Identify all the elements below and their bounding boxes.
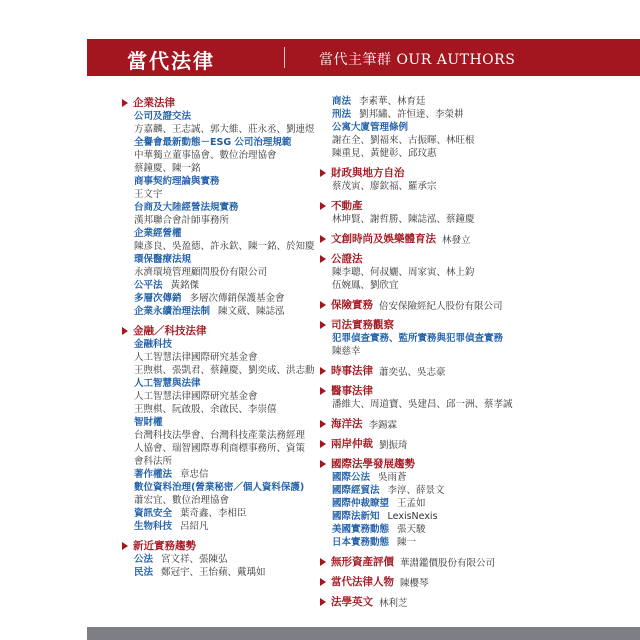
bullet-icon bbox=[320, 387, 326, 395]
section-body bbox=[134, 553, 327, 579]
author-list: 葉奇鑫、李相臣 bbox=[180, 508, 247, 519]
author-list: 謝在全、劉福來、古振暉、林旺根 bbox=[332, 135, 475, 146]
section bbox=[320, 297, 525, 312]
topic-row bbox=[332, 497, 525, 510]
topic-title: 日本實務動態 bbox=[332, 537, 390, 548]
section-authors: 倍安保險經紀人股份有限公司 bbox=[379, 300, 503, 312]
section-body bbox=[332, 95, 525, 160]
topic-title: 商事契約理論與實務 bbox=[134, 176, 220, 187]
author-list: 蕭宏宜、數位治理協會 bbox=[134, 495, 230, 506]
section-authors: 陳櫻琴 bbox=[400, 577, 429, 589]
author-list: 黃銘傑 bbox=[170, 280, 200, 291]
topic-title: 商法 bbox=[332, 96, 352, 107]
section-title: 不動產 bbox=[331, 200, 363, 212]
section-title: 無形資產評價 bbox=[331, 556, 394, 568]
bullet-icon bbox=[122, 542, 128, 550]
section bbox=[320, 317, 525, 358]
section-body bbox=[332, 213, 525, 226]
topic-row bbox=[332, 510, 525, 523]
section bbox=[320, 416, 525, 431]
right-column bbox=[320, 95, 525, 614]
topic-row bbox=[134, 566, 327, 579]
author-list: 吳雨蒼 bbox=[378, 472, 407, 483]
author-list: 劉邦繡、許恒達、李榮耕 bbox=[359, 109, 464, 120]
bullet-icon bbox=[320, 598, 326, 606]
author-list: 人工智慧法律國際研究基金會 bbox=[134, 352, 258, 363]
section bbox=[320, 383, 525, 411]
topic-row bbox=[332, 108, 525, 121]
section bbox=[320, 251, 525, 292]
author-list: 林坤賢、謝哲勝、陳誌泓、蔡鐘慶 bbox=[332, 214, 475, 225]
topic-row bbox=[134, 507, 327, 520]
bullet-icon bbox=[122, 99, 128, 107]
author-list: 蔡茂寅、廖欽福、羅承宗 bbox=[332, 181, 437, 192]
topic-title: 國際法新知 bbox=[332, 511, 380, 522]
bullet-icon bbox=[320, 460, 326, 468]
topic-title: 企業永續治理法制 bbox=[134, 306, 211, 317]
section-header bbox=[320, 383, 525, 398]
author-list: 會科法所 bbox=[134, 456, 173, 467]
author-list: 陳彥良、吳盈德、許永欽、陳一銘、於知慶 bbox=[134, 241, 315, 252]
brand-title: 當代法律 bbox=[127, 49, 215, 73]
topic-row bbox=[134, 279, 327, 292]
topic-title: 國際經貿法 bbox=[332, 485, 380, 496]
section-header bbox=[122, 95, 327, 110]
section-title: 保險實務 bbox=[331, 299, 373, 311]
section-header bbox=[320, 198, 525, 213]
bullet-icon bbox=[320, 235, 326, 243]
topic-row bbox=[332, 523, 525, 536]
bullet-icon bbox=[320, 301, 326, 309]
author-list: 李淳、薛景文 bbox=[387, 485, 445, 496]
header-banner bbox=[87, 39, 640, 76]
topic-title: 國際仲裁瞭望 bbox=[332, 498, 390, 509]
section-body bbox=[332, 180, 525, 193]
section bbox=[320, 363, 525, 378]
section-body bbox=[332, 266, 525, 292]
author-list: 李素華、林育廷 bbox=[359, 96, 426, 107]
section-body bbox=[332, 398, 525, 411]
section-header bbox=[320, 231, 525, 246]
section bbox=[320, 574, 525, 589]
author-list: 永濟環境管理顧問股份有限公司 bbox=[134, 267, 268, 278]
author-list: 多層次傳銷保護基金會 bbox=[189, 293, 285, 304]
topic-title: 人工智慧與法律 bbox=[134, 378, 201, 389]
topic-title: 著作權法 bbox=[134, 469, 173, 480]
section-title: 企業法律 bbox=[133, 97, 175, 109]
topic-row bbox=[134, 553, 327, 566]
author-list: 章忠信 bbox=[180, 469, 209, 480]
section bbox=[320, 436, 525, 451]
bullet-icon bbox=[122, 327, 128, 335]
topic-title: 犯罪偵查實務、監所實務與犯罪偵查實務 bbox=[332, 333, 504, 344]
topic-title: 數位資料治理(營業秘密／個人資料保護) bbox=[134, 482, 305, 493]
author-list: LexisNexis bbox=[387, 511, 438, 522]
section-body bbox=[332, 471, 525, 549]
section-header bbox=[320, 594, 525, 609]
topic-title: 公司及證交法 bbox=[134, 111, 192, 122]
author-list: 王文宇 bbox=[134, 189, 163, 200]
section-title: 新近實務趨勢 bbox=[133, 540, 196, 552]
author-list: 台灣科技法學會、台灣科技產業法務經理 bbox=[134, 430, 306, 441]
section-title: 時事法律 bbox=[331, 365, 373, 377]
author-list: 陳一 bbox=[397, 537, 417, 548]
section-authors: 劉振琦 bbox=[379, 439, 408, 451]
author-list: 中華獨立董事協會、數位治理協會 bbox=[134, 150, 277, 161]
author-list: 張天駿 bbox=[397, 524, 426, 535]
topic-row bbox=[134, 292, 327, 305]
bullet-icon bbox=[320, 558, 326, 566]
author-list: 陳李聰、何叔孋、周家寅、林上鈞 bbox=[332, 267, 475, 278]
section-title: 文創時尚及娛樂體育法 bbox=[331, 233, 436, 245]
section bbox=[122, 323, 327, 533]
section bbox=[320, 554, 525, 569]
topic-title: 生物科技 bbox=[134, 521, 173, 532]
topic-row bbox=[332, 536, 525, 549]
section-header bbox=[122, 538, 327, 553]
section-header bbox=[320, 297, 525, 312]
topic-title: 資訊安全 bbox=[134, 508, 173, 519]
header-divider bbox=[284, 47, 285, 68]
topic-row bbox=[134, 468, 327, 481]
author-list: 潘維大、周道寶、吳建昌、邱一洲、蔡孝誠 bbox=[332, 399, 513, 410]
section-title: 司法實務觀察 bbox=[331, 319, 394, 331]
header-subtitle: 當代主筆群 OUR AUTHORS bbox=[319, 52, 516, 68]
section-authors: 李錫霖 bbox=[368, 419, 398, 431]
section-authors: 蕭奕弘、吳志豪 bbox=[379, 366, 446, 378]
bullet-icon bbox=[320, 169, 326, 177]
section-title: 醫事法律 bbox=[331, 385, 373, 397]
topic-title: 多層次傳銷 bbox=[134, 293, 182, 304]
topic-title: 金融科技 bbox=[134, 339, 173, 350]
section bbox=[320, 95, 525, 160]
section-title: 海洋法 bbox=[331, 418, 363, 430]
bullet-icon bbox=[320, 367, 326, 375]
section-title: 金融／科技法律 bbox=[133, 325, 207, 337]
section bbox=[320, 165, 525, 193]
topic-title: 台商及大陸經營法規實務 bbox=[134, 202, 239, 213]
topic-title: 企業經營權 bbox=[134, 228, 182, 239]
section-body bbox=[134, 338, 327, 533]
topic-title: 智財權 bbox=[134, 417, 163, 428]
section-body bbox=[134, 110, 327, 318]
section bbox=[320, 456, 525, 549]
section-authors: 林利芝 bbox=[379, 597, 408, 609]
section-header bbox=[320, 251, 525, 266]
author-list: 宮文祥、張陳弘 bbox=[161, 554, 228, 565]
bullet-icon bbox=[320, 255, 326, 263]
topic-row bbox=[332, 471, 525, 484]
author-list: 漢邦聯合會計師事務所 bbox=[134, 215, 230, 226]
section-title: 財政與地方自治 bbox=[331, 167, 405, 179]
section bbox=[122, 538, 327, 579]
section bbox=[320, 231, 525, 246]
section bbox=[320, 198, 525, 226]
author-list: 蔡鐘慶、陳一銘 bbox=[134, 163, 201, 174]
topic-title: 美國實務動態 bbox=[332, 524, 390, 535]
topic-title: 民法 bbox=[134, 567, 154, 578]
section-header bbox=[320, 416, 525, 431]
section-authors: 華淵鑑價股份有限公司 bbox=[400, 557, 496, 569]
author-list: 陳慈幸 bbox=[332, 346, 361, 357]
bullet-icon bbox=[320, 440, 326, 448]
topic-title: 刑法 bbox=[332, 109, 352, 120]
topic-row bbox=[134, 305, 327, 318]
section bbox=[122, 95, 327, 318]
author-list: 方嘉麟、王志誠、郭大維、莊永丞、劉連煜 bbox=[134, 124, 315, 135]
section-header bbox=[320, 554, 525, 569]
section-header bbox=[320, 436, 525, 451]
topic-title: 公法 bbox=[134, 554, 154, 565]
author-list: 王孟如 bbox=[397, 498, 426, 509]
section-header bbox=[320, 363, 525, 378]
author-list: 陳文葳、陳誌泓 bbox=[218, 306, 285, 317]
topic-row bbox=[332, 95, 525, 108]
section-title: 兩岸仲裁 bbox=[331, 438, 373, 450]
author-list: 人工智慧法律國際研究基金會 bbox=[134, 391, 258, 402]
section-header bbox=[122, 323, 327, 338]
topic-title: 公寓大廈管理條例 bbox=[332, 122, 409, 133]
footer-bar bbox=[87, 627, 640, 640]
bullet-icon bbox=[320, 420, 326, 428]
author-list: 人協會、瑞智國際專利商標事務所、資策 bbox=[134, 443, 306, 454]
author-list: 王煦棋、張凱君、蔡鐘慶、劉奕成、洪志勳 bbox=[134, 365, 315, 376]
section-header bbox=[320, 317, 525, 332]
section-title: 法學英文 bbox=[331, 596, 373, 608]
bullet-icon bbox=[320, 578, 326, 586]
section bbox=[320, 594, 525, 609]
topic-row bbox=[134, 520, 327, 533]
topic-title: 環保醫療法規 bbox=[134, 254, 192, 265]
topic-title: 全譽會最新動態－ESG 公司治理規範 bbox=[134, 137, 292, 148]
topic-title: 公平法 bbox=[134, 280, 163, 291]
bullet-icon bbox=[320, 321, 326, 329]
section-header bbox=[320, 456, 525, 471]
bullet-icon bbox=[320, 202, 326, 210]
section-header bbox=[320, 165, 525, 180]
section-title: 公證法 bbox=[331, 253, 363, 265]
section-body bbox=[332, 332, 525, 358]
section-header bbox=[320, 574, 525, 589]
author-list: 陳重見、黃健彰、邱玟惠 bbox=[332, 148, 437, 159]
author-list: 伍婉鳳、劉欣宜 bbox=[332, 280, 399, 291]
topic-row bbox=[332, 484, 525, 497]
author-list: 王煦棋、阮啟殷、余啟民、李崇僖 bbox=[134, 404, 277, 415]
author-list: 呂紹凡 bbox=[180, 521, 209, 532]
section-title: 國際法學發展趨勢 bbox=[331, 458, 415, 470]
left-column bbox=[122, 95, 327, 584]
section-title: 當代法律人物 bbox=[331, 576, 394, 588]
section-authors: 林發立 bbox=[442, 234, 471, 246]
author-list: 鄭冠宇、王怡蘋、戴瑀如 bbox=[161, 567, 266, 578]
topic-title: 國際公法 bbox=[332, 472, 371, 483]
